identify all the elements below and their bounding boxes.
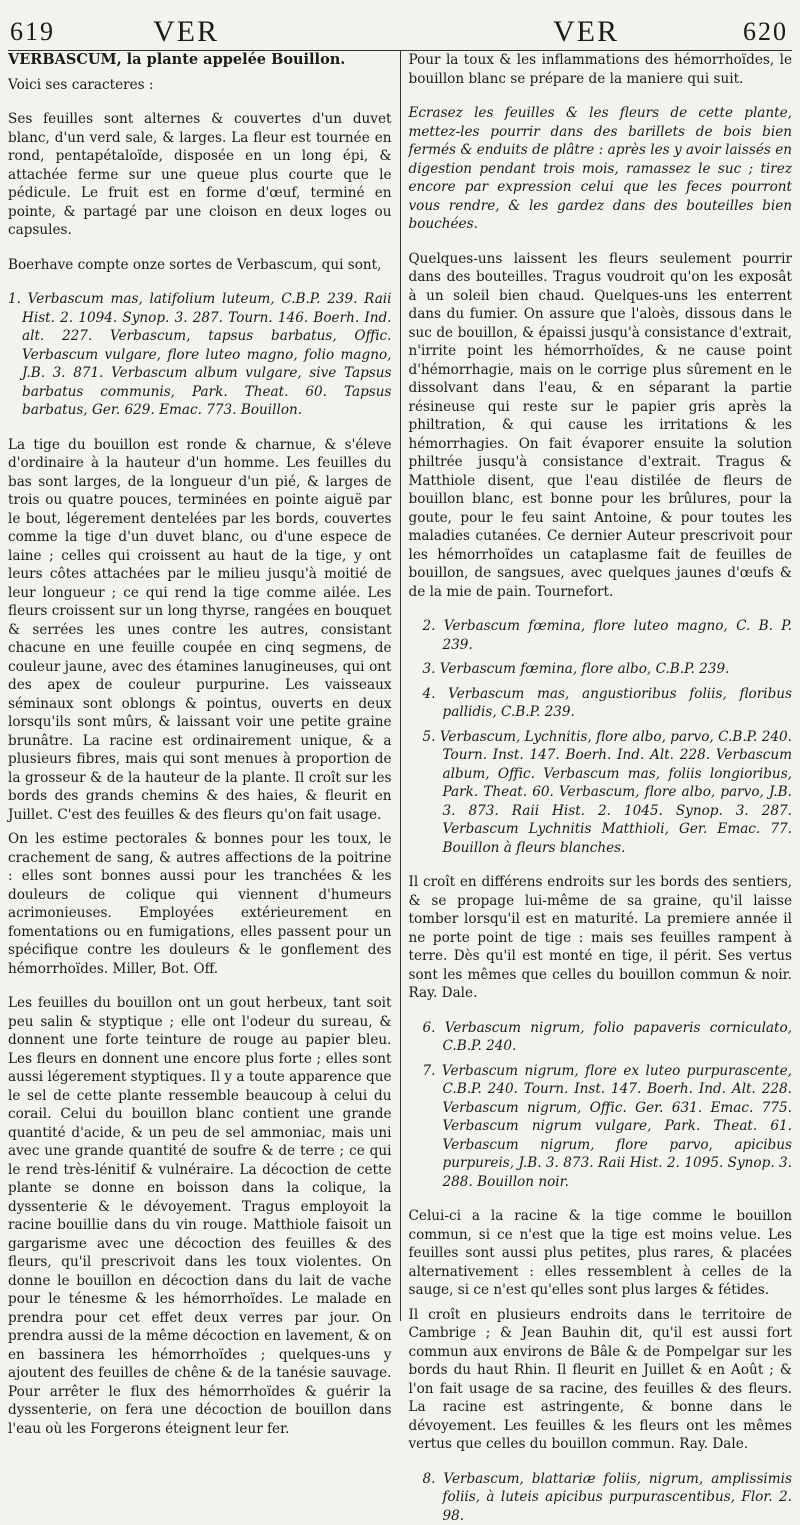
running-header <box>8 14 792 51</box>
left-page-number: 619 <box>10 14 55 50</box>
paragraph: Ses feuilles sont alternes & couvertes d'un duvet blanc, d'un verd sale, & larges. La fleur est tournée en rond, pentapétaloïde, disposée en un long épi, & attachée ferme sur une queue plus courte que le pédicule. Le fruit est en forme d'œuf, terminé en pointe, & partagé par une cloison en deux loges ou capsules. <box>8 110 392 240</box>
paragraph: Boerhave compte onze sortes de Verbascum, qui sont, <box>8 256 392 275</box>
right-column <box>401 51 793 1321</box>
species-entry: 7. Verbascum nigrum, flore ex luteo purpurascente, C.B.P. 240. Tourn. Inst. 147. Boerh. Ind. Alt. 228. Verbascum nigrum, Offic. Ger. 631. Emac. 775. Verbascum nigrum vulgare, Park. Theat. 61. Verbascum nigrum, flore parvo, apicibus purpureis, J.B. 3. 873. Raii Hist. 2. 1095. Synop. 3. 288. Bouillon noir. <box>409 1062 793 1192</box>
paragraph: Pour la toux & les inflammations des hémorrhoïdes, le bouillon blanc se prépare de la maniere qui suit. <box>409 51 793 88</box>
paragraph: Voici ses caracteres : <box>8 76 392 95</box>
species-entry: 4. Verbascum mas, angustioribus foliis, floribus pallidis, C.B.P. 239. <box>409 685 793 722</box>
right-guide-word: VER <box>553 14 619 50</box>
paragraph: La tige du bouillon est ronde & charnue, & s'éleve d'ordinaire à la hauteur d'un homme. Les feuilles du bas sont larges, de la longueur d'un pié, & larges de trois ou quatre pouces, terminées en pointe aiguë par le bout, légerement dentelées par les bords, couvertes comme la tige d'un duvet blanc, ou d'une espece de laine ; celles qui croissent au haut de la tige, y ont leurs côtes attachées par le milieu jusqu'à moitié de leur longueur ; ce qui rend la tige comme ailée. Les fleurs croissent sur un long thyrse, rangées en bouquet & serrées les unes contre les autres, consistant chacune en une feuille coupée en cinq segmens, de couleur jaune, avec des étamines lanugineuses, qui ont des apex de couleur purpurine. Les vaisseaux séminaux sont oblongs & pointus, ouverts en deux lorsqu'ils sont mûrs, & laissant voir une petite graine brunâtre. La racine est ordinairement unique, & a plusieurs fibres, mais qui sont menues à proportion de la grosseur & de la hauteur de la plante. Il croît sur les bords des grands chemins & des haies, & fleurit en Juillet. C'est des feuilles & des fleurs qu'on fait usage. <box>8 436 392 825</box>
species-entry: 3. Verbascum fœmina, flore albo, C.B.P. 239. <box>409 660 793 679</box>
paragraph: Quelques-uns laissent les fleurs seulement pourrir dans des bouteilles. Tragus voudroit qu'on les exposât à un soleil bien chaud. Quelques-uns les enterrent dans du fumier. On assure que l'aloès, dissous dans le suc de bouillon, & épaissi jusqu'à consistance d'extrait, n'irrite point les hémorrhoïdes, & ne cause point d'hémorrhagie, mais on le corrige plus sûrement en le dissolvant dans l'eau, & en séparant la partie résineuse qui reste sur le papier gris après la philtration, & qui cause les irritations & les hémorrhagies. On fait évaporer ensuite la solution philtrée jusqu'à consistance d'extrait. Tragus & Matthiole disent, que l'eau distilée de fleurs de bouillon blanc, est bonne pour les brûlures, pour la goute, pour le feu saint Antoine, & pour toutes les maladies cutanées. Ce dernier Auteur prescrivoit pour les hémorrhoïdes un cataplasme fait de feuilles de bouillon, de sangsues, avec quelques jaunes d'œufs & de la mie de pain. Tournefort. <box>409 250 793 602</box>
paragraph: On les estime pectorales & bonnes pour les toux, le crachement de sang, & autres affections de la poitrine : elles sont bonnes aussi pour les tranchées & les douleurs de colique qui viennent d'humeurs acrimonieuses. Employées extérieurement en fomentations ou en fumigations, elles passent pour un spécifique contre les douleurs & le gonflement des hémorrhoïdes. Miller, Bot. Off. <box>8 830 392 978</box>
species-entry: 6. Verbascum nigrum, folio papaveris corniculato, C.B.P. 240. <box>409 1019 793 1056</box>
right-page-number: 620 <box>743 14 788 50</box>
species-entry: 8. Verbascum, blattariæ foliis, nigrum, amplissimis foliis, à luteis apicibus purpurascentibus, Flor. 2. 98. <box>409 1470 793 1525</box>
species-entry: 5. Verbascum, Lychnitis, flore albo, parvo, C.B.P. 240. Tourn. Inst. 147. Boerh. Ind. Alt. 228. Verbascum album, Offic. Verbascum mas, foliis longioribus, Park. Theat. 60. Verbascum, flore albo, parvo, J.B. 3. 873. Raii Hist. 2. 1045. Synop. 3. 287. Verbascum Lychnitis Matthioli, Ger. Emac. 77. Bouillon à fleurs blanches. <box>409 728 793 858</box>
paragraph: Les feuilles du bouillon ont un gout herbeux, tant soit peu salin & styptique ; elle ont l'odeur du sureau, & donnent une forte teinture de rouge au papier bleu. Les fleurs en donnent une encore plus forte ; elles sont aussi légerement styptiques. Il y a toute apparence que le sel de cette plante ressemble beaucoup à celui du corail. Celui du bouillon blanc contient une grande quantité d'acide, & un peu de sel ammoniac, mais uni avec une grande quantité de soufre & de terre ; ce qui le rend très-lénitif & vulnéraire. La décoction de cette plante se donne en boisson dans la colique, la dyssenterie & le dévoyement. Tragus employoit la racine bouillie dans du vin rouge. Matthiole faisoit un gargarisme avec une décoction des feuilles & des fleurs, qu'il prescrivoit dans les toux violentes. On donne le bouillon en décoction dans du lait de vache pour le ténesme & les hémorrhoïdes. Le malade en prendra pour cet effet deux verres par jour. On prendra aussi de la même décoction en lavement, & on en bassinera les hémorrhoïdes ; quelques-uns y ajoutent des feuilles de chêne & de la tanésie sauvage. Pour arrêter le flux des hémorrhoïdes & guérir la dyssenterie, on fera une décoction de bouillon dans l'eau où les Forgerons éteignent leur fer. <box>8 994 392 1438</box>
two-column-body <box>8 51 792 1321</box>
entry-title: VERBASCUM, la plante appelée Bouillon. <box>8 51 392 70</box>
paragraph: Il croît en différens endroits sur les bords des sentiers, & se propage lui-même de sa graine, qu'il laisse tomber lorsqu'il est en maturité. La premiere année il ne porte point de tige : mais ses feuilles rampent à terre. Dès qu'il est monté en tige, il périt. Ses vertus sont les mêmes que celles du bouillon commun & noir. Ray. Dale. <box>409 873 793 1003</box>
paragraph: Celui-ci a la racine & la tige comme le bouillon commun, si ce n'est que la tige est moins velue. Les feuilles sont aussi plus petites, plus rares, & placées alternativement : elles ressemblent à celles de la sauge, si ce n'est qu'elles sont plus larges & fétides. <box>409 1207 793 1300</box>
left-guide-word: VER <box>153 14 219 50</box>
paragraph: Il croît en plusieurs endroits dans le territoire de Cambrige ; & Jean Bauhin dit, qu'il est aussi fort commun aux environs de Bâle & de Pompelgar sur les bords du haut Rhin. Il fleurit en Juillet & en Août ; & l'on fait usage de sa racine, des feuilles & des fleurs. La racine est astringente, & bonne dans le dévoyement. Les feuilles & les fleurs ont les mêmes vertus que celles du bouillon commun. Ray. Dale. <box>409 1306 793 1454</box>
species-entry: 1. Verbascum mas, latifolium luteum, C.B.P. 239. Raii Hist. 2. 1094. Synop. 3. 287. Tourn. 146. Boerh. Ind. alt. 227. Verbascum, tapsus barbatus, Offic. Verbascum vulgare, flore luteo magno, folio magno, J.B. 3. 871. Verbascum album vulgare, sive Tapsus barbatus communis, Park. Theat. 60. Tapsus barbatus, Ger. 629. Emac. 773. Bouillon. <box>8 290 392 420</box>
species-entry: 2. Verbascum fœmina, flore luteo magno, C. B. P. 239. <box>409 617 793 654</box>
left-column <box>8 51 400 1321</box>
recipe-paragraph: Ecrasez les feuilles & les fleurs de cette plante, mettez-les pourrir dans des barillets de bois bien fermés & enduits de plâtre : après les y avoir laissés en digestion pendant trois mois, ramassez le suc ; tirez encore par expression celui que les feces pourront vous rendre, & les gardez dans des bouteilles bien bouchées. <box>409 104 793 234</box>
